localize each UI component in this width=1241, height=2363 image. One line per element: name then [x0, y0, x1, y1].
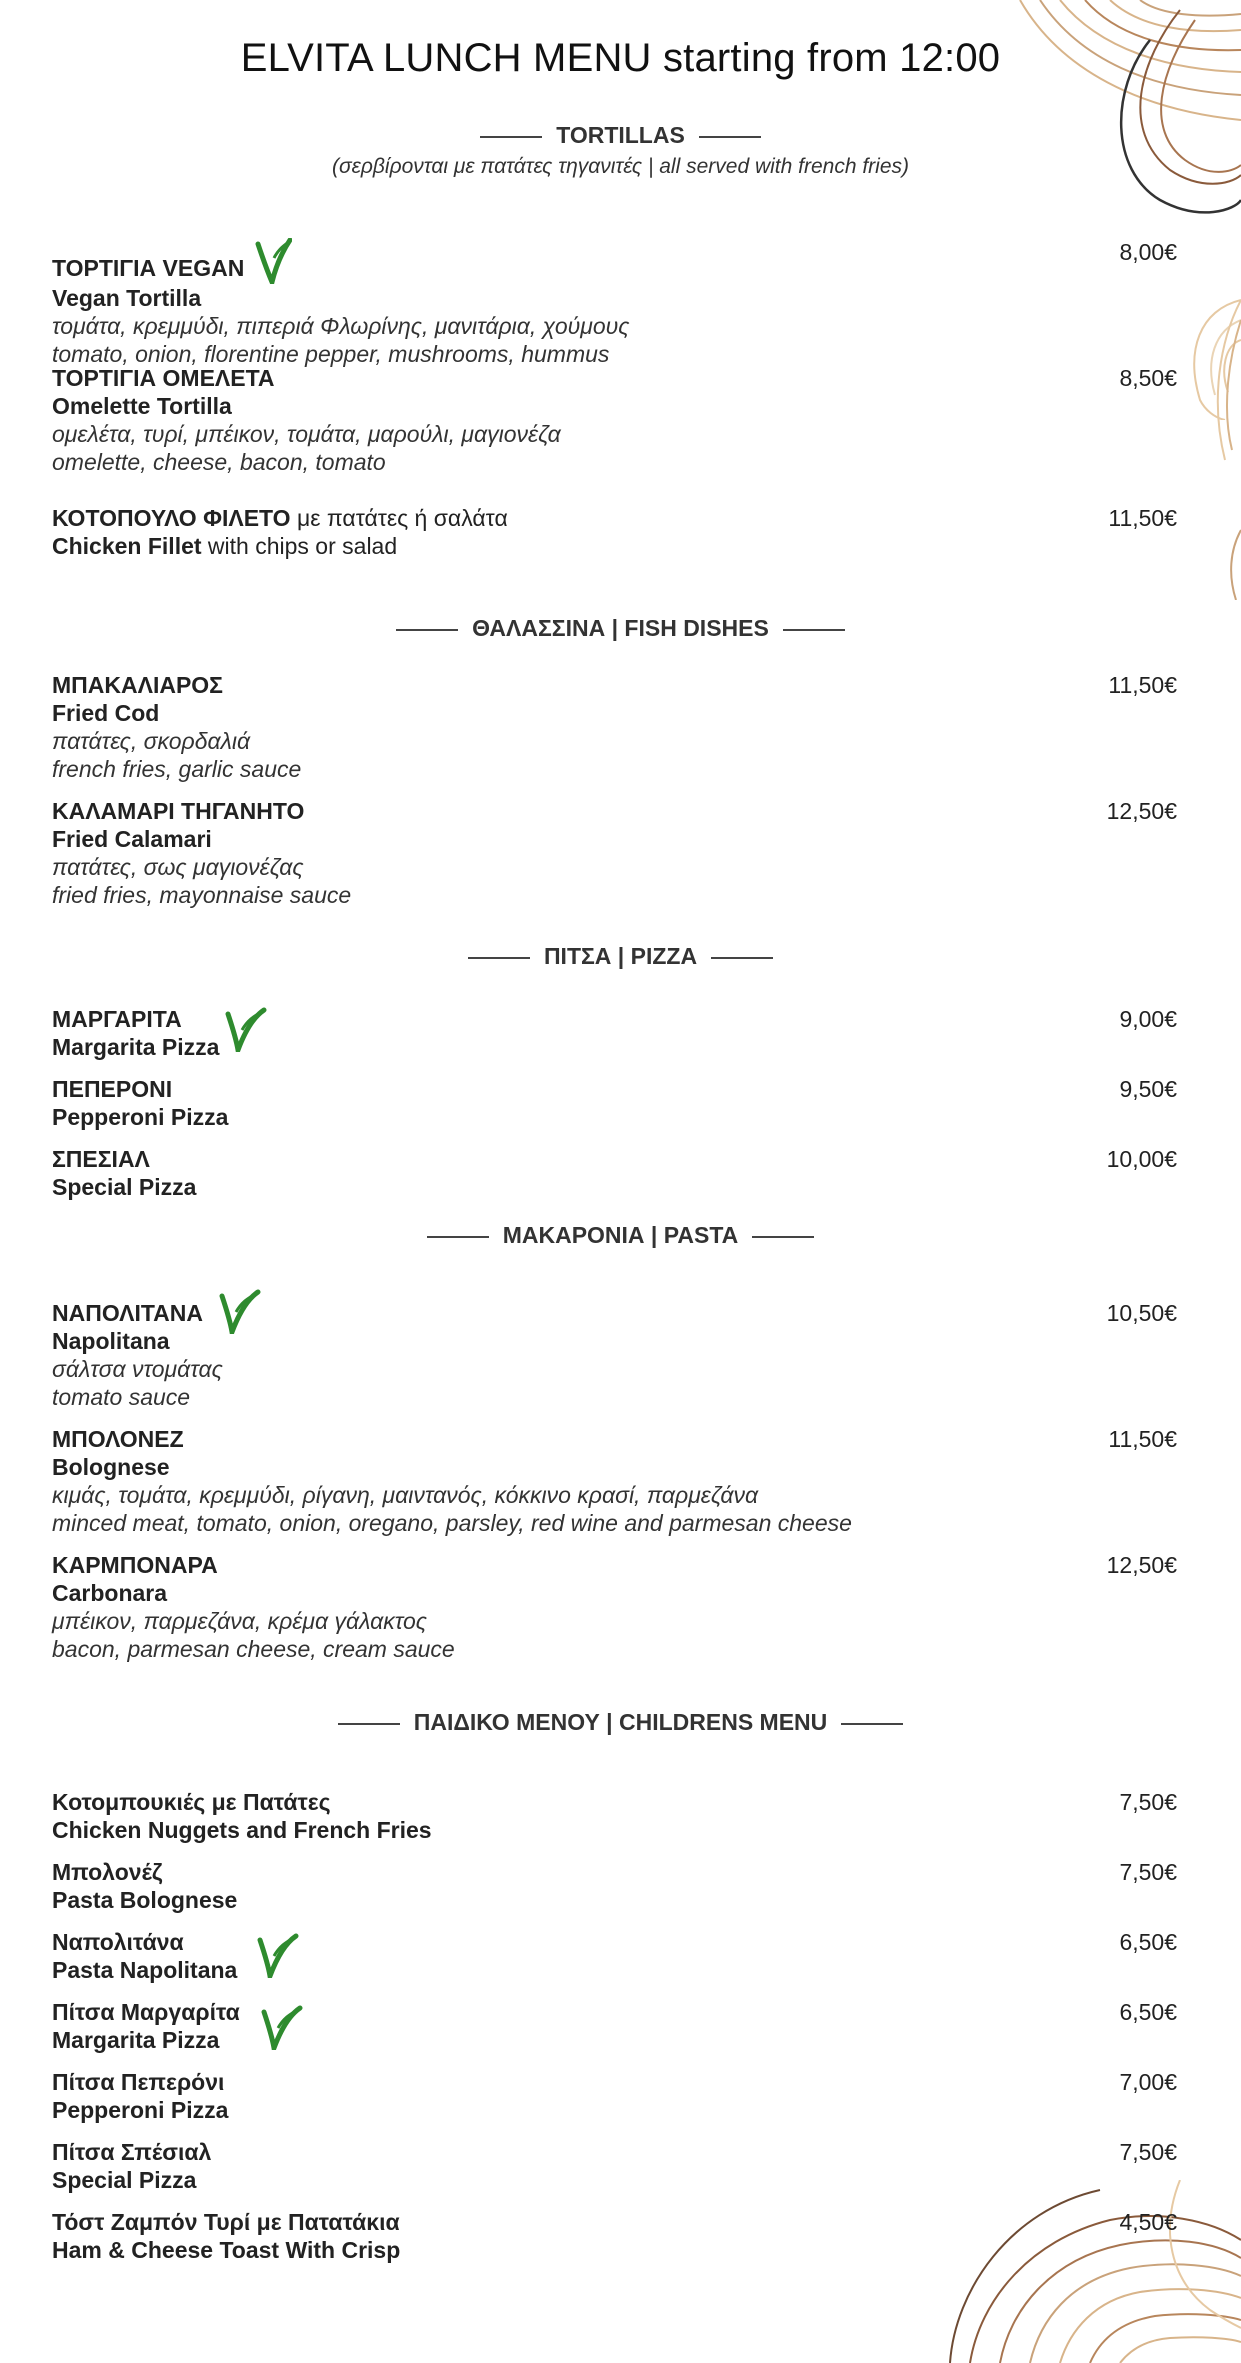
item-name-en: Pepperoni Pizza	[52, 1104, 229, 1130]
menu-item	[52, 1788, 1177, 1844]
item-price: 11,50€	[1108, 672, 1177, 698]
menu-item	[52, 238, 1177, 368]
menu-item	[52, 1425, 1177, 1537]
item-description-gr: ομελέτα, τυρί, μπέικον, τομάτα, μαρούλι, μαγιονέζα	[52, 421, 561, 447]
item-name-en: Napolitana	[52, 1328, 170, 1354]
item-description-gr: πατάτες, σκορδαλιά	[52, 728, 251, 754]
leaf-icon	[224, 1006, 268, 1052]
item-name-gr: Πίτσα Πεπερόνι	[52, 2069, 225, 2095]
menu-item	[52, 797, 1177, 909]
heading-rule-right	[752, 1236, 814, 1238]
item-price: 8,50€	[1119, 365, 1177, 391]
heading-rule-left	[396, 629, 458, 631]
section-heading-label: ΠΙΤΣΑ | PIZZA	[543, 943, 698, 969]
item-description-en: minced meat, tomato, onion, oregano, parsley, red wine and parmesan cheese	[52, 1510, 852, 1536]
item-name-en: Chicken Fillet	[52, 533, 202, 559]
heading-rule-right	[711, 957, 773, 959]
section-heading-fish	[0, 615, 1241, 642]
item-name-gr: ΚΑΛΑΜΑΡΙ ΤΗΓΑΝΗΤΟ	[52, 798, 305, 824]
item-name-gr: Ναπολιτάνα	[52, 1929, 184, 1955]
menu-item	[52, 1998, 1177, 2054]
item-price: 12,50€	[1106, 1552, 1177, 1578]
item-name-en: Omelette Tortilla	[52, 393, 232, 419]
item-name-en: Ham & Cheese Toast With Crisp	[52, 2237, 401, 2263]
item-name-gr-extra: με πατάτες ή σαλάτα	[290, 505, 508, 531]
leaf-icon	[260, 2004, 304, 2050]
item-description-gr: σάλτσα ντομάτας	[52, 1356, 223, 1382]
item-name-en: Pasta Napolitana	[52, 1957, 238, 1983]
item-name-en: Chicken Nuggets and French Fries	[52, 1817, 432, 1843]
menu-item	[52, 2208, 1177, 2264]
item-price: 7,50€	[1119, 2139, 1177, 2165]
section-note: (σερβίρονται με πατάτες τηγανιτές | all served with french fries)	[332, 155, 909, 178]
page-title: ELVITA LUNCH MENU starting from 12:00	[240, 36, 1001, 80]
item-name-gr: ΠΕΠΕΡΟΝΙ	[52, 1076, 173, 1102]
item-name-en: Pepperoni Pizza	[52, 2097, 229, 2123]
section-heading-label: ΘΑΛΑΣΣΙΝΑ | FISH DISHES	[472, 615, 769, 641]
section-heading-pizza	[0, 943, 1241, 970]
item-name-en: Fried Cod	[52, 700, 160, 726]
section-heading-label: ΠΑΙΔΙΚΟ ΜΕΝΟΥ | CHILDRENS MENU	[413, 1709, 828, 1735]
item-name-gr: ΝΑΠΟΛΙΤΑΝΑ	[52, 1300, 204, 1326]
item-name-en: Special Pizza	[52, 1174, 197, 1200]
item-name-gr: ΜΠΑΚΑΛΙΑΡΟΣ	[52, 672, 223, 698]
item-price: 11,50€	[1108, 505, 1177, 531]
item-name-en: Pasta Bolognese	[52, 1887, 238, 1913]
heading-rule-left	[338, 1723, 400, 1725]
item-description-en: omelette, cheese, bacon, tomato	[52, 449, 386, 475]
item-name-en: Bolognese	[52, 1454, 170, 1480]
section-heading-childrens-menu	[0, 1709, 1241, 1736]
section-heading-label: ΜΑΚΑΡΟΝΙΑ | PASTA	[502, 1222, 739, 1248]
item-name-en: Margarita Pizza	[52, 1034, 220, 1060]
menu-item	[52, 364, 1177, 476]
menu-item	[52, 1551, 1177, 1663]
item-description-gr: κιμάς, τομάτα, κρεμμύδι, ρίγανη, μαιντανός, κόκκινο κρασί, παρμεζάνα	[52, 1482, 759, 1508]
item-name-gr: ΚΑΡΜΠΟΝΑΡΑ	[52, 1552, 218, 1578]
item-description-en: bacon, parmesan cheese, cream sauce	[52, 1636, 455, 1662]
item-price: 8,00€	[1119, 239, 1177, 265]
menu-item	[52, 1858, 1177, 1914]
section-heading-pasta	[0, 1222, 1241, 1249]
item-price: 6,50€	[1119, 1999, 1177, 2025]
menu-item	[52, 1145, 1177, 1201]
item-name-gr: ΜΠΟΛΟΝΕΖ	[52, 1426, 184, 1452]
item-price: 11,50€	[1108, 1426, 1177, 1452]
item-name-gr: Τόστ Ζαμπόν Τυρί με Πατατάκια	[52, 2209, 400, 2235]
menu-item	[52, 2138, 1177, 2194]
item-price: 10,50€	[1106, 1300, 1177, 1326]
menu-item	[52, 1075, 1177, 1131]
menu-item	[52, 504, 1177, 560]
item-price: 7,00€	[1119, 2069, 1177, 2095]
item-price: 4,50€	[1119, 2209, 1177, 2235]
item-price: 7,50€	[1119, 1789, 1177, 1815]
item-description-gr: μπέικον, παρμεζάνα, κρέμα γάλακτος	[52, 1608, 427, 1634]
item-name-en-extra: with chips or salad	[201, 533, 398, 559]
item-name-en: Vegan Tortilla	[52, 285, 202, 311]
item-name-gr: ΜΑΡΓΑΡΙΤΑ	[52, 1006, 182, 1032]
leaf-icon	[256, 1932, 300, 1978]
item-name-en: Carbonara	[52, 1580, 168, 1606]
item-name-gr: Πίτσα Σπέσιαλ	[52, 2139, 212, 2165]
section-heading-label: TORTILLAS	[556, 122, 685, 148]
item-name-en: Special Pizza	[52, 2167, 197, 2193]
item-name-gr: ΚΟΤΟΠΟΥΛΟ ΦΙΛΕΤΟ	[52, 505, 291, 531]
menu-item	[52, 1928, 1177, 1984]
menu-item	[52, 671, 1177, 783]
item-price: 9,50€	[1119, 1076, 1177, 1102]
item-price: 9,00€	[1119, 1006, 1177, 1032]
item-name-en: Margarita Pizza	[52, 2027, 220, 2053]
menu-item	[52, 2068, 1177, 2124]
heading-rule-left	[480, 136, 542, 138]
item-name-gr: Κοτομπουκιές με Πατάτες	[52, 1789, 331, 1815]
heading-rule-left	[468, 957, 530, 959]
leaf-icon	[218, 1288, 262, 1334]
item-name-gr: Πίτσα Μαργαρίτα	[52, 1999, 240, 2025]
item-price: 12,50€	[1106, 798, 1177, 824]
item-name-en: Fried Calamari	[52, 826, 212, 852]
item-description-en: fried fries, mayonnaise sauce	[52, 882, 352, 908]
menu-item	[52, 1005, 1177, 1061]
heading-rule-right	[699, 136, 761, 138]
botanical-decoration-right-edge	[1200, 300, 1241, 600]
item-name-gr: ΣΠΕΣΙΑΛ	[52, 1146, 150, 1172]
item-description-en: tomato sauce	[52, 1384, 191, 1410]
item-description-gr: τομάτα, κρεμμύδι, πιπεριά Φλωρίνης, μανιτάρια, χούμους	[52, 313, 630, 339]
item-description-en: tomato, onion, florentine pepper, mushrooms, hummus	[52, 341, 610, 367]
item-price: 10,00€	[1106, 1146, 1177, 1172]
item-price: 7,50€	[1119, 1859, 1177, 1885]
heading-rule-right	[841, 1723, 903, 1725]
item-name-gr: ΤΟΡΤΙΓΙΑ VEGAN	[52, 255, 245, 281]
item-description-en: french fries, garlic sauce	[52, 756, 302, 782]
leaf-icon	[254, 238, 292, 284]
item-price: 6,50€	[1119, 1929, 1177, 1955]
item-name-gr: ΤΟΡΤΙΓΙΑ ΟΜΕΛΕΤΑ	[52, 365, 275, 391]
heading-rule-right	[783, 629, 845, 631]
item-description-gr: πατάτες, σως μαγιονέζας	[52, 854, 304, 880]
item-name-gr: Μπολονέζ	[52, 1859, 163, 1885]
heading-rule-left	[427, 1236, 489, 1238]
section-heading-tortillas	[0, 122, 1241, 149]
